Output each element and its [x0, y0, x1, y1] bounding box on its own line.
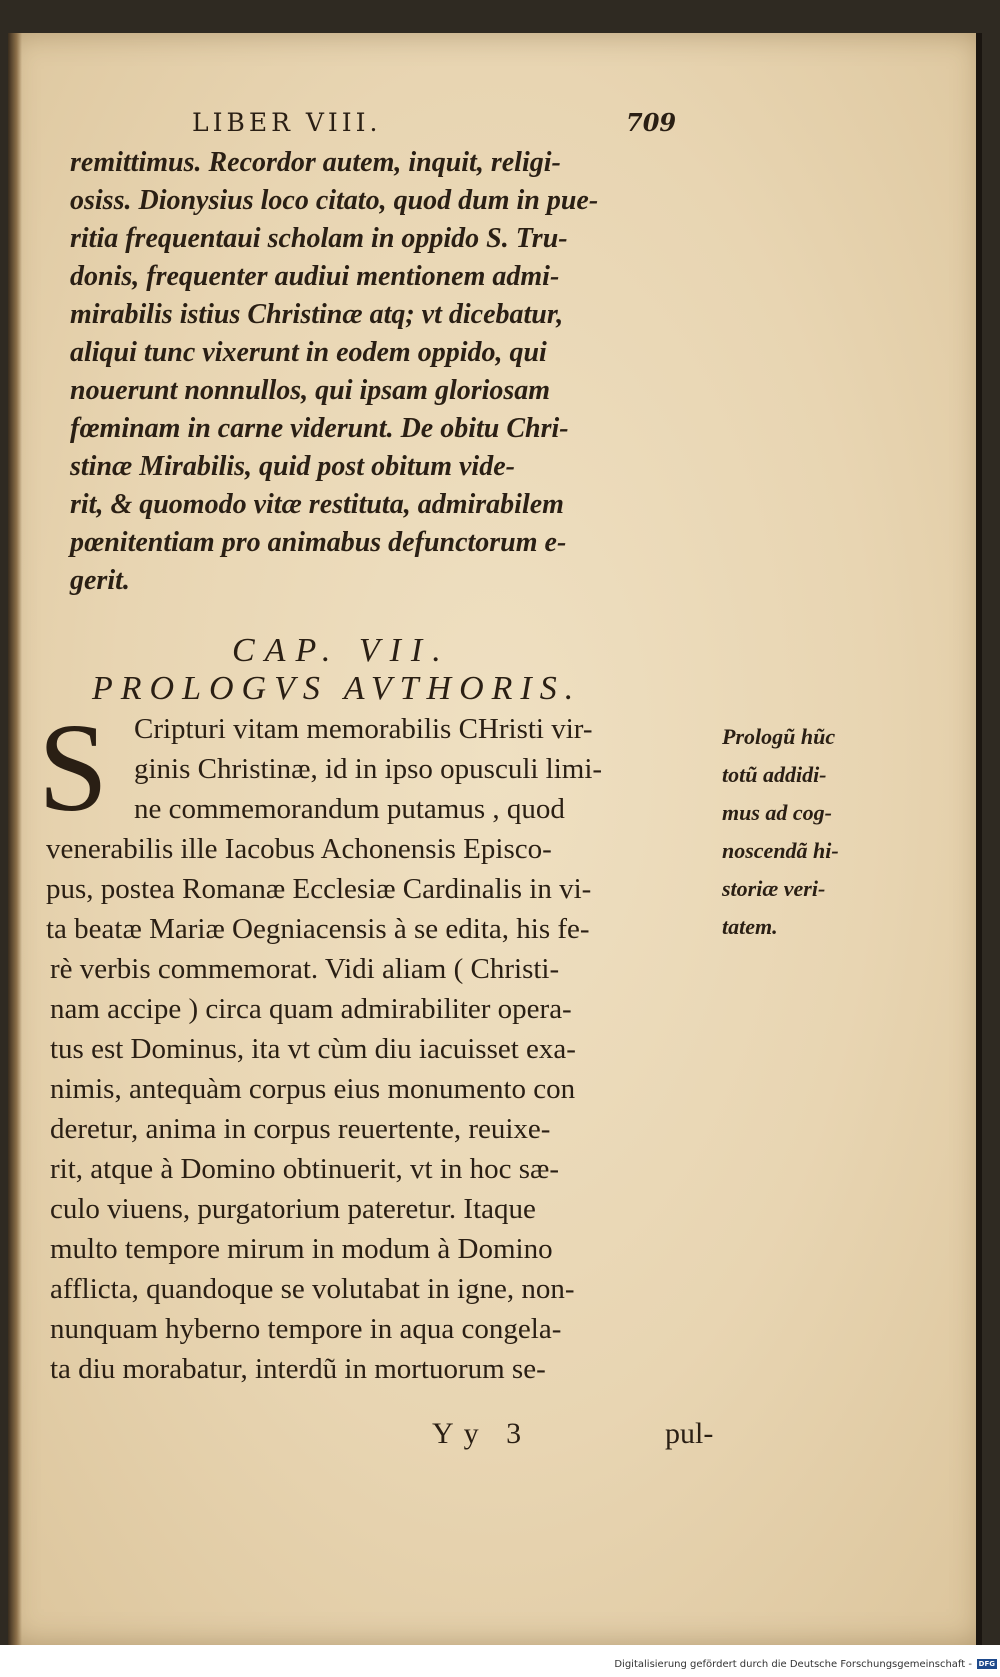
text-line: rè verbis commemorat. Vidi aliam ( Christi- — [50, 953, 560, 985]
marginal-note-line: mus ad cog- — [722, 800, 832, 825]
text-line: gerit. — [70, 565, 130, 596]
text-line: remittimus. Recordor autem, inquit, religi- — [70, 147, 561, 178]
text-line: afflicta, quandoque se volutabat in igne, non- — [50, 1273, 575, 1305]
marginal-note-line: tatem. — [722, 914, 778, 939]
digitization-credit: Digitalisierung gefördert durch die Deutsche Forschungsgemeinschaft - — [614, 1659, 972, 1670]
text-line: ginis Christinæ, id in ipso opusculi limi- — [134, 753, 603, 785]
text-line: nouerunt nonnullos, qui ipsam gloriosam — [70, 375, 551, 406]
text-line: ritia frequentaui scholam in oppido S. Tru- — [70, 223, 568, 254]
page-number: 709 — [626, 108, 677, 137]
marginal-note-line: Prologũ hũc — [722, 724, 836, 749]
text-line: stinæ Mirabilis, quid post obitum vide- — [70, 451, 515, 482]
text-line: nam accipe ) circa quam admirabiliter opera- — [50, 993, 572, 1025]
marginal-note-line: noscendã hi- — [722, 838, 839, 863]
marginal-note-line: totũ addidi- — [722, 762, 827, 787]
text-line: ta diu morabatur, interdũ in mortuorum se- — [50, 1353, 546, 1385]
text-line: nunquam hyberno tempore in aqua congela- — [50, 1313, 562, 1345]
page-right-edge — [976, 33, 982, 1645]
text-line: fœminam in carne viderunt. De obitu Chri- — [70, 413, 569, 444]
text-line: mirabilis istius Christinæ atq; vt dicebatur, — [70, 299, 564, 330]
text-line: aliqui tunc vixerunt in eodem oppido, qui — [70, 337, 547, 368]
text-line: deretur, anima in corpus reuertente, reuixe- — [50, 1113, 551, 1145]
text-line: pus, postea Romanæ Ecclesiæ Cardinalis in vi- — [46, 873, 592, 905]
chapter-title: CAP. VII. — [232, 632, 451, 669]
page-left-edge — [8, 33, 22, 1645]
running-head: LIBER VIII. — [192, 108, 382, 137]
text-line: nimis, antequàm corpus eius monumento con — [50, 1073, 576, 1105]
prologue-title: PROLOGVS AVTHORIS. — [92, 670, 582, 707]
signature-mark: Yy 3 — [432, 1417, 532, 1450]
text-line: osiss. Dionysius loco citato, quod dum in pue- — [70, 185, 599, 216]
text-line: rit, & quomodo vitæ restituta, admirabilem — [70, 489, 564, 520]
text-line: venerabilis ille Iacobus Achonensis Episco- — [46, 833, 552, 865]
marginal-note-line: storiæ veri- — [722, 876, 826, 901]
text-line: pœnitentiam pro animabus defunctorum e- — [70, 527, 567, 558]
text-line: multo tempore mirum in modum à Domino — [50, 1233, 553, 1265]
text-line: ne commemorandum putamus , quod — [134, 793, 565, 825]
catchword: pul- — [665, 1417, 714, 1450]
text-line: rit, atque à Domino obtinuerit, vt in hoc sæ- — [50, 1153, 560, 1185]
dfg-logo: DFG — [978, 1660, 995, 1668]
text-line: tus est Dominus, ita vt cùm diu iacuisset exa- — [50, 1033, 576, 1065]
drop-cap: S — [38, 699, 109, 838]
text-line: culo viuens, purgatorium pateretur. Itaque — [50, 1193, 536, 1225]
text-line: ta beatæ Mariæ Oegniacensis à se edita, his fe- — [46, 913, 590, 945]
text-line: donis, frequenter audiui mentionem admi- — [70, 261, 560, 292]
text-line: Cripturi vitam memorabilis CHristi vir- — [134, 713, 593, 745]
